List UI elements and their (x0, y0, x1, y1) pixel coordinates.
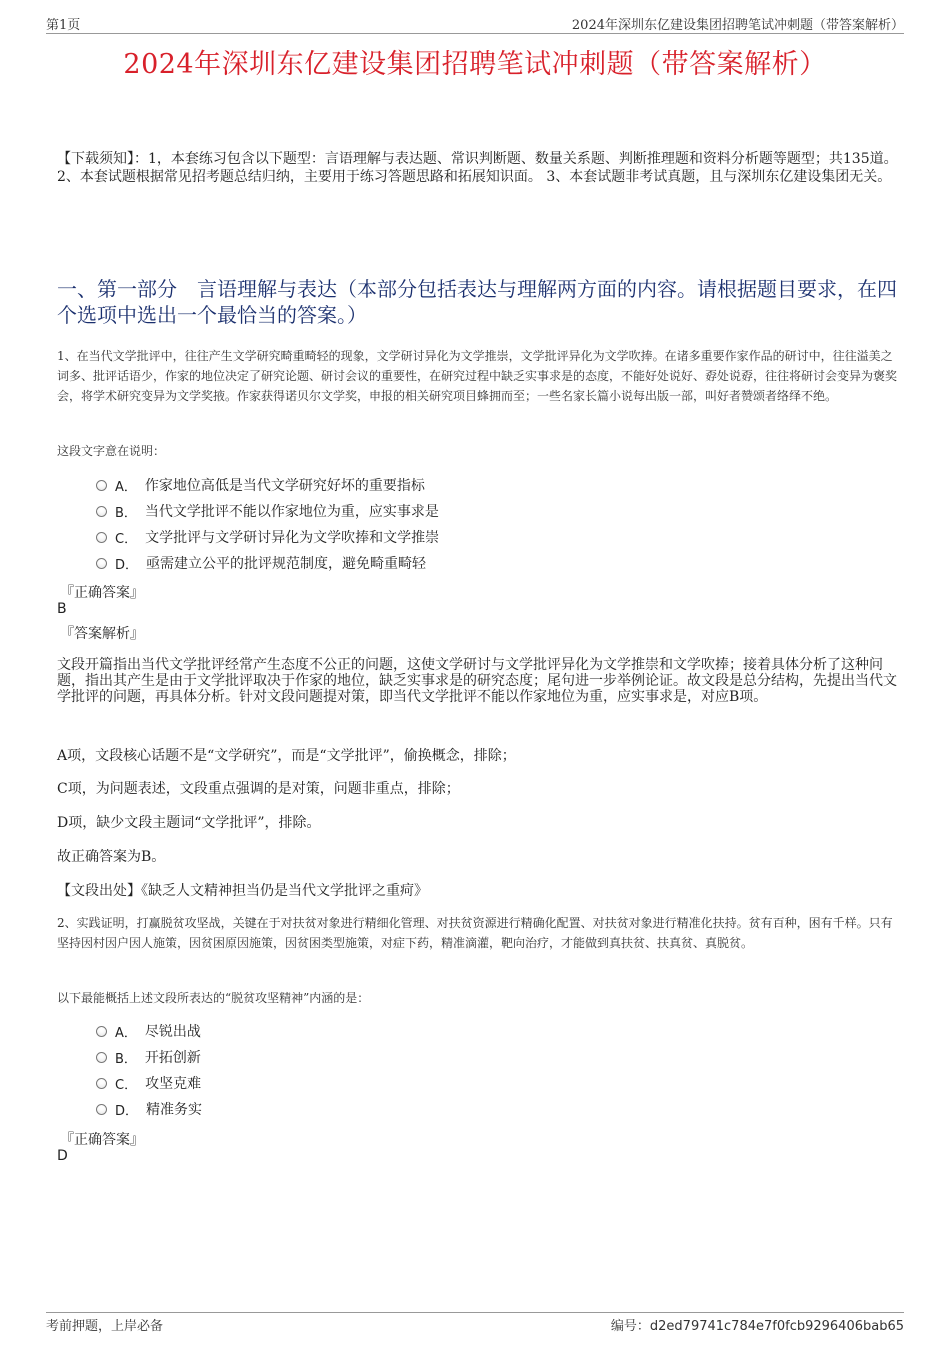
question-1-options (96, 472, 439, 576)
radio-icon[interactable] (96, 558, 107, 569)
page-header (46, 14, 904, 34)
section-heading: 一、第一部分 言语理解与表达（本部分包括表达与理解两方面的内容。请根据题目要求，在四个选项中选出一个最恰当的答案。） (57, 277, 897, 327)
page-footer (46, 1312, 904, 1332)
question-2-answer: D (57, 1148, 68, 1164)
question-1-option-a[interactable]: A． 作家地位高低是当代文学研究好坏的重要指标 (96, 472, 439, 498)
question-2-text: 2、实践证明，打赢脱贫攻坚战，关键在于对扶贫对象进行精细化管理、对扶贫资源进行精确化配置、对扶贫对象进行精准化扶持。贫有百种，困有千样。只有坚持因村因户因人施策，因贫困原因施策，因贫困类型施策，对症下药，精准滴灌，靶向治疗，才能做到真扶贫、扶真贫、真脱贫。 (57, 916, 893, 950)
question-2-options (96, 1018, 202, 1122)
question-2-option-c[interactable]: C． 攻坚克难 (96, 1070, 202, 1096)
download-notice: 【下载须知】：1，本套练习包含以下题型：言语理解与表达题、常识判断题、数量关系题、判断推理题和资料分析题等题型；共135道。 2、本套试题根据常见招考题总结归纳，主要用于练习答题思路和拓展知识面。 3、本套试题非考试真题，且与深圳东亿建设集团无关。 (57, 151, 898, 185)
question-2-answer-label: 『正确答案』 (60, 1132, 144, 1148)
page-number: 第1页 (46, 18, 81, 33)
radio-icon[interactable] (96, 532, 107, 543)
footer-slogan: 考前押题，上岸必备 (46, 1319, 164, 1334)
radio-icon[interactable] (96, 506, 107, 517)
question-1-option-b[interactable]: B． 当代文学批评不能以作家地位为重，应实事求是 (96, 498, 439, 524)
question-1-text: 1、在当代文学批评中，往往产生文学研究畸重畸轻的现象，文学研讨异化为文学推崇，文学批评异化为文学吹捧。在诸多重要作家作品的研讨中，往往溢美之词多、批评话语少，作家的地位决定了研究论题、研讨会议的重要性，在研究过程中缺乏实事求是的态度，不能好处说好、孬处说孬，往往将研讨会变异为褒奖会，将学术研究变异为文学奖掖。作家获得诺贝尔文学奖，申报的相关研究项目蜂拥而至；一些名家长篇小说每出版一部，叫好者赞颂者络绎不绝。 (57, 349, 898, 403)
question-1-option-c[interactable]: C． 文学批评与文学研讨异化为文学吹捧和文学推崇 (96, 524, 439, 550)
question-2-prompt: 以下最能概括上述文段所表达的“脱贫攻坚精神”内涵的是： (57, 991, 370, 1005)
header-doc-title: 2024年深圳东亿建设集团招聘笔试冲刺题（带答案解析） (571, 18, 904, 33)
question-1-analysis: 文段开篇指出当代文学批评经常产生态度不公正的问题，这使文学研讨与文学批评异化为文学推崇和文学吹捧；接着具体分析了这种问题，指出其产生是由于文学批评取决于作家的地位，缺乏实事求是的研究态度；尾句进一步举例论证。故文段是总分结构，先提出当代文学批评的问题，再具体分析。针对文段问题提对策，即当代文学批评不能以作家地位为重，应实事求是，对应B项。 (57, 657, 897, 705)
radio-icon[interactable] (96, 1026, 107, 1037)
radio-icon[interactable] (96, 1052, 107, 1063)
analysis-point-d: D项，缺少文段主题词“文学批评”，排除。 (57, 815, 321, 831)
radio-icon[interactable] (96, 1078, 107, 1089)
radio-icon[interactable] (96, 1104, 107, 1115)
footer-code: 编号：d2ed79741c784e7f0fcb9296406bab65 (610, 1319, 904, 1334)
question-1-option-d[interactable]: D． 亟需建立公平的批评规范制度，避免畸重畸轻 (96, 550, 439, 576)
question-2-option-d[interactable]: D． 精准务实 (96, 1096, 202, 1122)
question-2-option-a[interactable]: A． 尽锐出战 (96, 1018, 202, 1044)
question-1-answer: B (57, 601, 67, 617)
question-1-answer-label: 『正确答案』 (60, 585, 144, 601)
analysis-source: 【文段出处】《缺乏人文精神担当仍是当代文学批评之重疴》 (57, 883, 428, 899)
analysis-conclusion: 故正确答案为B。 (57, 849, 166, 865)
analysis-point-c: C项，为问题表述，文段重点强调的是对策，问题非重点，排除； (57, 781, 460, 797)
question-1-analysis-label: 『答案解析』 (60, 626, 144, 642)
analysis-point-a: A项，文段核心话题不是“文学研究”，而是“文学批评”，偷换概念，排除； (57, 748, 516, 764)
question-1-prompt: 这段文字意在说明： (57, 444, 166, 458)
radio-icon[interactable] (96, 480, 107, 491)
question-2-option-b[interactable]: B． 开拓创新 (96, 1044, 202, 1070)
document-title: 2024年深圳东亿建设集团招聘笔试冲刺题（带答案解析） (123, 49, 827, 80)
